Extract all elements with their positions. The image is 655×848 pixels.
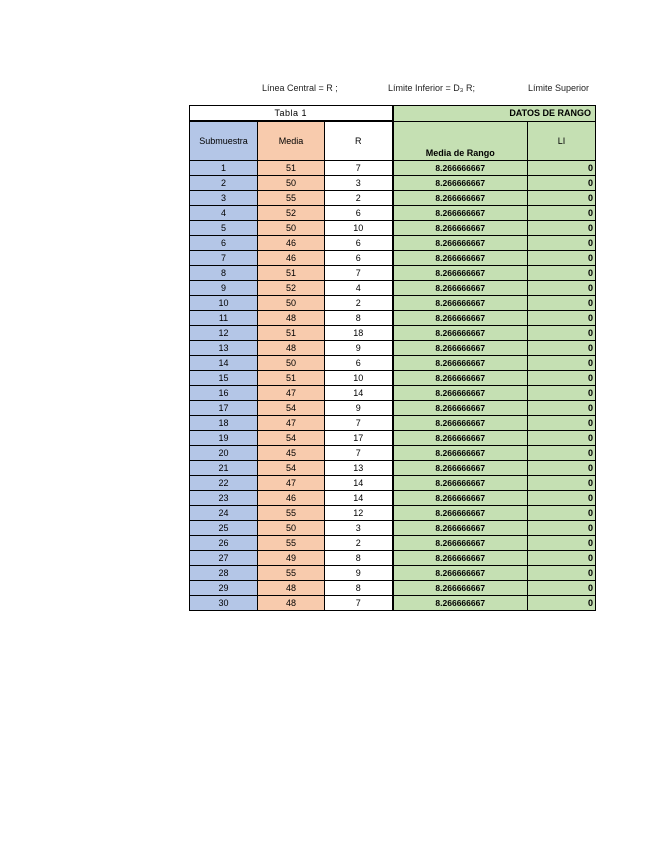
cell-r[interactable]: 6 bbox=[325, 235, 393, 250]
table-row bbox=[190, 445, 596, 460]
cell-li[interactable]: 0 bbox=[528, 550, 596, 565]
cell-media[interactable]: 50 bbox=[258, 355, 325, 370]
cell-media[interactable]: 45 bbox=[258, 445, 325, 460]
title-row bbox=[190, 106, 596, 122]
cell-li[interactable]: 0 bbox=[528, 235, 596, 250]
cell-submuestra[interactable]: 14 bbox=[190, 355, 258, 370]
table-row bbox=[190, 460, 596, 475]
cell-r[interactable]: 12 bbox=[325, 505, 393, 520]
cell-media-de-rango[interactable]: 8.266666667 bbox=[393, 505, 528, 520]
cell-r[interactable]: 6 bbox=[325, 205, 393, 220]
cell-li[interactable]: 0 bbox=[528, 385, 596, 400]
cell-media[interactable]: 54 bbox=[258, 400, 325, 415]
cell-li[interactable]: 0 bbox=[528, 175, 596, 190]
table-row bbox=[190, 520, 596, 535]
cell-r[interactable]: 2 bbox=[325, 190, 393, 205]
cell-media[interactable]: 47 bbox=[258, 475, 325, 490]
table-row bbox=[190, 175, 596, 190]
cell-r[interactable]: 7 bbox=[325, 595, 393, 610]
cell-r[interactable]: 2 bbox=[325, 535, 393, 550]
cell-li[interactable]: 0 bbox=[528, 460, 596, 475]
cell-li[interactable]: 0 bbox=[528, 280, 596, 295]
table-row bbox=[190, 265, 596, 280]
cell-li[interactable]: 0 bbox=[528, 415, 596, 430]
cell-r[interactable]: 6 bbox=[325, 250, 393, 265]
cell-media[interactable]: 47 bbox=[258, 415, 325, 430]
cell-media-de-rango[interactable]: 8.266666667 bbox=[393, 235, 528, 250]
cell-media-de-rango[interactable]: 8.266666667 bbox=[393, 355, 528, 370]
cell-media-de-rango[interactable]: 8.266666667 bbox=[393, 190, 528, 205]
cell-submuestra[interactable]: 23 bbox=[190, 490, 258, 505]
cell-submuestra[interactable]: 17 bbox=[190, 400, 258, 415]
cell-r[interactable]: 14 bbox=[325, 385, 393, 400]
table-row bbox=[190, 535, 596, 550]
cell-media[interactable]: 50 bbox=[258, 175, 325, 190]
header-r[interactable]: R bbox=[325, 121, 393, 160]
cell-media-de-rango[interactable]: 8.266666667 bbox=[393, 250, 528, 265]
cell-li[interactable]: 0 bbox=[528, 355, 596, 370]
cell-r[interactable]: 9 bbox=[325, 565, 393, 580]
cell-li[interactable]: 0 bbox=[528, 475, 596, 490]
cell-submuestra[interactable]: 6 bbox=[190, 235, 258, 250]
cell-submuestra[interactable]: 30 bbox=[190, 595, 258, 610]
cell-r[interactable]: 8 bbox=[325, 310, 393, 325]
cell-r[interactable]: 8 bbox=[325, 550, 393, 565]
header-li[interactable]: LI bbox=[528, 121, 596, 160]
limite-inferior-formula: Límite Inferior = D₃ R; bbox=[388, 83, 475, 93]
cell-media-de-rango[interactable]: 8.266666667 bbox=[393, 595, 528, 610]
cell-media-de-rango[interactable]: 8.266666667 bbox=[393, 370, 528, 385]
cell-li[interactable]: 0 bbox=[528, 580, 596, 595]
cell-media-de-rango[interactable]: 8.266666667 bbox=[393, 400, 528, 415]
cell-li[interactable]: 0 bbox=[528, 505, 596, 520]
cell-r[interactable]: 14 bbox=[325, 475, 393, 490]
cell-media[interactable]: 52 bbox=[258, 280, 325, 295]
cell-submuestra[interactable]: 1 bbox=[190, 160, 258, 175]
cell-media[interactable]: 54 bbox=[258, 430, 325, 445]
table-title[interactable]: Tabla 1 bbox=[190, 106, 393, 122]
cell-li[interactable]: 0 bbox=[528, 430, 596, 445]
cell-media-de-rango[interactable]: 8.266666667 bbox=[393, 310, 528, 325]
spreadsheet bbox=[189, 105, 655, 611]
cell-media-de-rango[interactable]: 8.266666667 bbox=[393, 565, 528, 580]
cell-submuestra[interactable]: 22 bbox=[190, 475, 258, 490]
cell-media[interactable]: 52 bbox=[258, 205, 325, 220]
cell-media-de-rango[interactable]: 8.266666667 bbox=[393, 550, 528, 565]
cell-submuestra[interactable]: 28 bbox=[190, 565, 258, 580]
cell-media-de-rango[interactable]: 8.266666667 bbox=[393, 340, 528, 355]
cell-media[interactable]: 51 bbox=[258, 160, 325, 175]
cell-r[interactable]: 10 bbox=[325, 220, 393, 235]
cell-media[interactable]: 50 bbox=[258, 295, 325, 310]
cell-media[interactable]: 47 bbox=[258, 385, 325, 400]
cell-r[interactable]: 3 bbox=[325, 175, 393, 190]
table-row bbox=[190, 595, 596, 610]
cell-media-de-rango[interactable]: 8.266666667 bbox=[393, 490, 528, 505]
cell-r[interactable]: 7 bbox=[325, 445, 393, 460]
cell-media-de-rango[interactable]: 8.266666667 bbox=[393, 475, 528, 490]
table-row bbox=[190, 235, 596, 250]
cell-media-de-rango[interactable]: 8.266666667 bbox=[393, 175, 528, 190]
cell-media[interactable]: 48 bbox=[258, 580, 325, 595]
cell-submuestra[interactable]: 4 bbox=[190, 205, 258, 220]
cell-submuestra[interactable]: 27 bbox=[190, 550, 258, 565]
cell-submuestra[interactable]: 11 bbox=[190, 310, 258, 325]
cell-r[interactable]: 6 bbox=[325, 355, 393, 370]
cell-li[interactable]: 0 bbox=[528, 445, 596, 460]
cell-li[interactable]: 0 bbox=[528, 400, 596, 415]
table-row bbox=[190, 580, 596, 595]
cell-media-de-rango[interactable]: 8.266666667 bbox=[393, 160, 528, 175]
cell-r[interactable]: 8 bbox=[325, 580, 393, 595]
header-media[interactable]: Media bbox=[258, 121, 325, 160]
table-row bbox=[190, 490, 596, 505]
limite-superior-formula: Límite Superior bbox=[528, 83, 590, 93]
cell-r[interactable]: 9 bbox=[325, 340, 393, 355]
cell-media[interactable]: 51 bbox=[258, 325, 325, 340]
cell-r[interactable]: 14 bbox=[325, 490, 393, 505]
cell-li[interactable]: 0 bbox=[528, 310, 596, 325]
cell-submuestra[interactable]: 15 bbox=[190, 370, 258, 385]
cell-r[interactable]: 18 bbox=[325, 325, 393, 340]
table-row bbox=[190, 565, 596, 580]
table-row bbox=[190, 385, 596, 400]
cell-submuestra[interactable]: 24 bbox=[190, 505, 258, 520]
cell-media[interactable]: 51 bbox=[258, 370, 325, 385]
cell-submuestra[interactable]: 19 bbox=[190, 430, 258, 445]
cell-media[interactable]: 55 bbox=[258, 535, 325, 550]
table-row bbox=[190, 550, 596, 565]
cell-media-de-rango[interactable]: 8.266666667 bbox=[393, 445, 528, 460]
table-row bbox=[190, 295, 596, 310]
cell-r[interactable]: 4 bbox=[325, 280, 393, 295]
cell-li[interactable]: 0 bbox=[528, 340, 596, 355]
cell-submuestra[interactable]: 26 bbox=[190, 535, 258, 550]
table-row bbox=[190, 505, 596, 520]
cell-media-de-rango[interactable]: 8.266666667 bbox=[393, 220, 528, 235]
cell-submuestra[interactable]: 20 bbox=[190, 445, 258, 460]
cell-r[interactable]: 7 bbox=[325, 160, 393, 175]
header-media-de-rango[interactable]: Media de Rango bbox=[393, 121, 528, 160]
table-row bbox=[190, 310, 596, 325]
cell-li[interactable]: 0 bbox=[528, 535, 596, 550]
cell-r[interactable]: 3 bbox=[325, 520, 393, 535]
cell-submuestra[interactable]: 29 bbox=[190, 580, 258, 595]
cell-media[interactable]: 50 bbox=[258, 520, 325, 535]
cell-r[interactable]: 17 bbox=[325, 430, 393, 445]
table-row bbox=[190, 280, 596, 295]
cell-media-de-rango[interactable]: 8.266666667 bbox=[393, 280, 528, 295]
cell-r[interactable]: 2 bbox=[325, 295, 393, 310]
linea-central-formula: Línea Central = R ; bbox=[262, 83, 338, 93]
cell-media[interactable]: 55 bbox=[258, 565, 325, 580]
cell-media-de-rango[interactable]: 8.266666667 bbox=[393, 385, 528, 400]
cell-submuestra[interactable]: 16 bbox=[190, 385, 258, 400]
cell-media-de-rango[interactable]: 8.266666667 bbox=[393, 295, 528, 310]
cell-media-de-rango[interactable]: 8.266666667 bbox=[393, 430, 528, 445]
cell-submuestra[interactable]: 21 bbox=[190, 460, 258, 475]
table-row bbox=[190, 370, 596, 385]
cell-submuestra[interactable]: 12 bbox=[190, 325, 258, 340]
cell-li[interactable]: 0 bbox=[528, 565, 596, 580]
cell-media-de-rango[interactable]: 8.266666667 bbox=[393, 460, 528, 475]
cell-media[interactable]: 50 bbox=[258, 220, 325, 235]
cell-submuestra[interactable]: 25 bbox=[190, 520, 258, 535]
cell-submuestra[interactable]: 9 bbox=[190, 280, 258, 295]
table-row bbox=[190, 220, 596, 235]
table-row bbox=[190, 475, 596, 490]
cell-media[interactable]: 55 bbox=[258, 505, 325, 520]
formula-line bbox=[0, 83, 655, 97]
table-row bbox=[190, 190, 596, 205]
cell-r[interactable]: 7 bbox=[325, 415, 393, 430]
cell-media[interactable]: 46 bbox=[258, 490, 325, 505]
table-row bbox=[190, 250, 596, 265]
cell-r[interactable]: 13 bbox=[325, 460, 393, 475]
table-row bbox=[190, 355, 596, 370]
cell-li[interactable]: 0 bbox=[528, 520, 596, 535]
cell-submuestra[interactable]: 5 bbox=[190, 220, 258, 235]
cell-submuestra[interactable]: 8 bbox=[190, 265, 258, 280]
group-title[interactable]: DATOS DE RANGO bbox=[393, 106, 596, 122]
cell-media[interactable]: 46 bbox=[258, 250, 325, 265]
table-row bbox=[190, 325, 596, 340]
cell-submuestra[interactable]: 18 bbox=[190, 415, 258, 430]
cell-li[interactable]: 0 bbox=[528, 160, 596, 175]
cell-submuestra[interactable]: 3 bbox=[190, 190, 258, 205]
cell-li[interactable]: 0 bbox=[528, 595, 596, 610]
cell-media-de-rango[interactable]: 8.266666667 bbox=[393, 265, 528, 280]
cell-media[interactable]: 48 bbox=[258, 595, 325, 610]
cell-li[interactable]: 0 bbox=[528, 190, 596, 205]
cell-li[interactable]: 0 bbox=[528, 205, 596, 220]
cell-r[interactable]: 10 bbox=[325, 370, 393, 385]
table-row bbox=[190, 430, 596, 445]
cell-media-de-rango[interactable]: 8.266666667 bbox=[393, 415, 528, 430]
cell-li[interactable]: 0 bbox=[528, 490, 596, 505]
data-table bbox=[189, 105, 596, 611]
table-row bbox=[190, 400, 596, 415]
header-row bbox=[190, 121, 596, 160]
cell-media-de-rango[interactable]: 8.266666667 bbox=[393, 535, 528, 550]
cell-media-de-rango[interactable]: 8.266666667 bbox=[393, 325, 528, 340]
cell-li[interactable]: 0 bbox=[528, 250, 596, 265]
cell-r[interactable]: 9 bbox=[325, 400, 393, 415]
cell-li[interactable]: 0 bbox=[528, 220, 596, 235]
cell-media[interactable]: 49 bbox=[258, 550, 325, 565]
table-row bbox=[190, 205, 596, 220]
cell-media-de-rango[interactable]: 8.266666667 bbox=[393, 580, 528, 595]
header-submuestra[interactable]: Submuestra bbox=[190, 121, 258, 160]
table-row bbox=[190, 415, 596, 430]
cell-submuestra[interactable]: 2 bbox=[190, 175, 258, 190]
cell-media[interactable]: 46 bbox=[258, 235, 325, 250]
cell-media-de-rango[interactable]: 8.266666667 bbox=[393, 205, 528, 220]
cell-li[interactable]: 0 bbox=[528, 370, 596, 385]
cell-submuestra[interactable]: 13 bbox=[190, 340, 258, 355]
cell-li[interactable]: 0 bbox=[528, 265, 596, 280]
table-row bbox=[190, 340, 596, 355]
cell-li[interactable]: 0 bbox=[528, 295, 596, 310]
cell-media[interactable]: 48 bbox=[258, 310, 325, 325]
cell-r[interactable]: 7 bbox=[325, 265, 393, 280]
cell-media[interactable]: 55 bbox=[258, 190, 325, 205]
cell-media[interactable]: 48 bbox=[258, 340, 325, 355]
cell-li[interactable]: 0 bbox=[528, 325, 596, 340]
cell-submuestra[interactable]: 7 bbox=[190, 250, 258, 265]
table-row bbox=[190, 160, 596, 175]
cell-submuestra[interactable]: 10 bbox=[190, 295, 258, 310]
cell-media[interactable]: 54 bbox=[258, 460, 325, 475]
cell-media[interactable]: 51 bbox=[258, 265, 325, 280]
cell-media-de-rango[interactable]: 8.266666667 bbox=[393, 520, 528, 535]
